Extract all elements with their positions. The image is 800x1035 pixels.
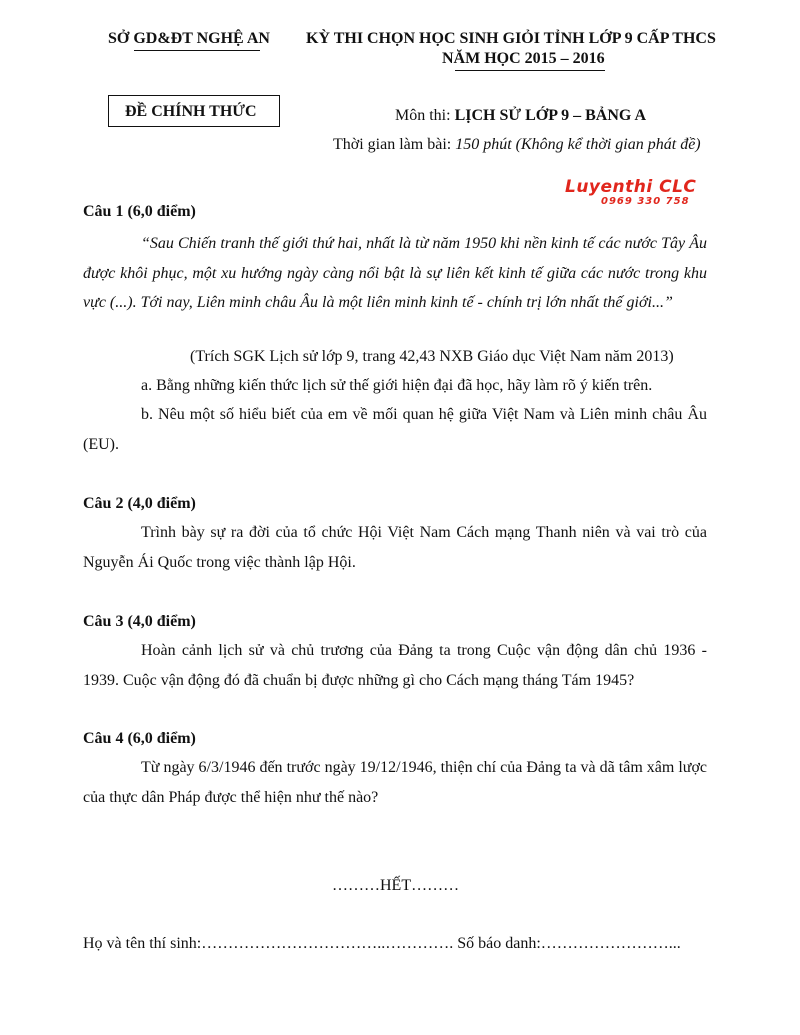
question-4-body: Từ ngày 6/3/1946 đến trước ngày 19/12/1946, thiện chí của Đảng ta và dã tâm xâm lược của thực dân Pháp được thể hiện như thế nào? — [83, 759, 707, 806]
watermark-phone: 0969 330 758 — [601, 196, 690, 207]
question-3-title: Câu 3 (4,0 điểm) — [83, 613, 196, 630]
department-name: SỞ GD&ĐT NGHỆ AN — [108, 30, 270, 47]
subject-value: LỊCH SỬ LỚP 9 – BẢNG A — [454, 107, 646, 124]
time-line — [333, 136, 701, 154]
question-3-body: Hoàn cảnh lịch sử và chủ trương của Đảng ta trong Cuộc vận động dân chủ 1936 - 1939. Cuộc vận động đó đã chuẩn bị được những gì cho Cách mạng tháng Tám 1945? — [83, 642, 707, 689]
subject-line — [395, 107, 646, 125]
question-1-part-a: a. Bằng những kiến thức lịch sử thế giới hiện đại đã học, hãy làm rõ ý kiến trên. — [141, 377, 653, 394]
question-2-body: Trình bày sự ra đời của tổ chức Hội Việt Nam Cách mạng Thanh niên và vai trò của Nguyễn Ái Quốc trong việc thành lập Hội. — [83, 524, 707, 571]
department-underline — [134, 50, 260, 51]
subject-label: Môn thi: — [395, 107, 455, 124]
watermark-logo: Luyenthi CLC — [565, 177, 697, 197]
end-mark: ………HẾT……… — [332, 877, 460, 894]
official-label: ĐỀ CHÍNH THỨC — [125, 103, 257, 120]
question-1-quote: “Sau Chiến tranh thế giới thứ hai, nhất là từ năm 1950 khi nền kinh tế các nước Tây Âu được khôi phục, một xu hướng ngày càng nổi bật là sự liên kết kinh tế giữa các nước trong khu vực (...). Tới nay, Liên minh châu Âu là một liên minh kinh tế - chính trị lớn nhất thế giới...” — [83, 235, 707, 311]
question-1-part-b: b. Nêu một số hiểu biết của em về mối quan hệ giữa Việt Nam và Liên minh châu Âu (EU). — [83, 406, 707, 453]
question-4-title: Câu 4 (6,0 điểm) — [83, 730, 196, 747]
question-1-source: (Trích SGK Lịch sử lớp 9, trang 42,43 NXB Giáo dục Việt Nam năm 2013) — [190, 348, 674, 365]
question-2-title: Câu 2 (4,0 điểm) — [83, 495, 196, 512]
exam-title: KỲ THI CHỌN HỌC SINH GIỎI TỈNH LỚP 9 CẤP THCS — [306, 30, 716, 47]
time-label: Thời gian làm bài: — [333, 136, 456, 153]
time-value: 150 phút (Không kể thời gian phát đề) — [455, 136, 701, 153]
school-year-underline — [455, 70, 605, 71]
question-1-title: Câu 1 (6,0 điểm) — [83, 203, 196, 220]
school-year: NĂM HỌC 2015 – 2016 — [442, 50, 605, 67]
candidate-info-line: Họ và tên thí sinh:……………………………..…………. Số báo danh:……………………... — [83, 935, 681, 952]
